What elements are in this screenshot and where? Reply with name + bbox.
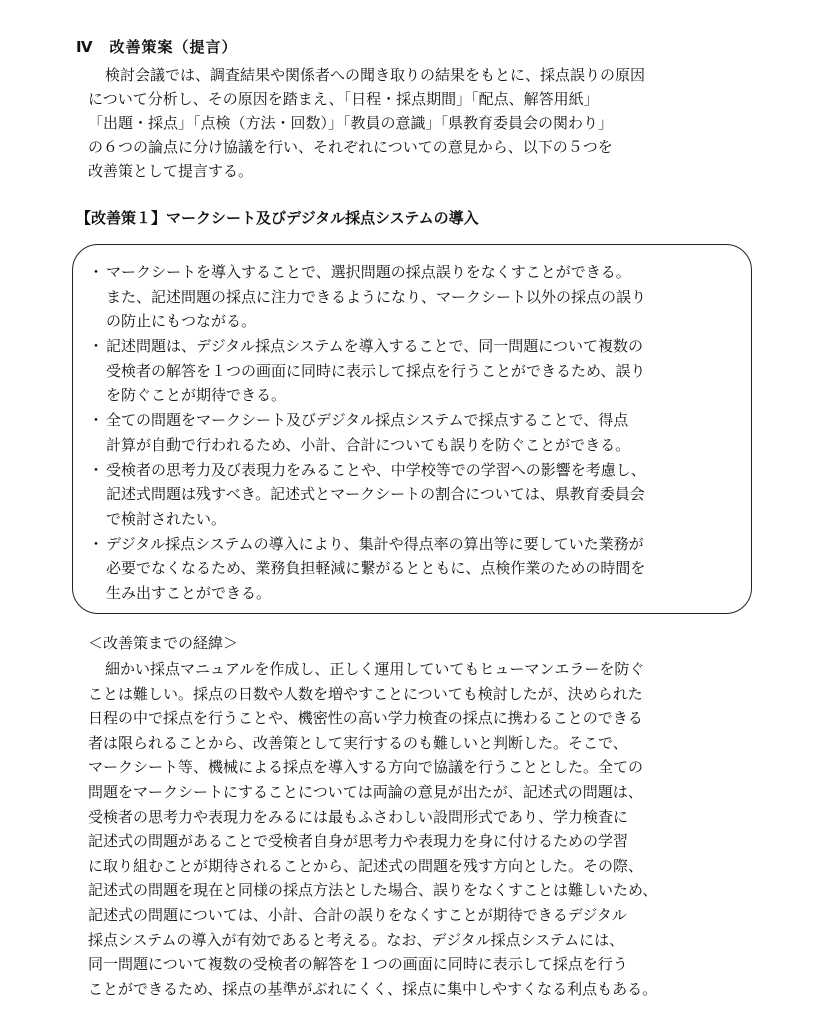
bullet-item [86,334,746,408]
bullet-line: 全ての問題をマークシート及びデジタル採点システムで採点することで、得点 [106,411,629,430]
bullet-line: 受検者の思考力及び表現力をみることや、中学校等での学習への影響を考慮し、 [106,460,646,479]
bullet-line: デジタル採点システムの導入により、集計や得点率の算出等に要していた業務が [106,534,644,553]
bullet-item [86,408,746,457]
bullet-mark: ・ [88,337,104,356]
bullet-item [86,458,746,532]
paragraph-line: について分析し、その原因を踏まえ、「日程・採点期間」「配点、解答用紙」 [88,90,599,108]
paragraph-line: ことができるため、採点の基準がぶれにくく、採点に集中しやすくなる利点もある。 [88,979,658,998]
section-title: 改善策案（提言） [109,38,238,56]
intro-paragraph [88,63,748,183]
paragraph-line: 検討会議では、調査結果や関係者への聞き取りの結果をもとに、採点誤りの原因 [105,66,646,84]
paragraph-line: 記述式の問題を現在と同様の採点方法とした場合、誤りをなくすことは難しいため、 [88,881,658,900]
section-heading [76,36,238,57]
bullet-line: で検討されたい。 [106,509,227,528]
paragraph-line: 問題をマークシートにすることについては両論の意見が出たが、記述式の問題は、 [88,782,643,801]
paragraph-line: ことは難しい。採点の日数や人数を増やすことについても検討したが、決められた [88,684,643,703]
bullet-item [86,532,746,606]
paragraph-line: に取り組むことが期待されることから、記述式の問題を残す方向とした。その際、 [88,856,644,875]
paragraph-line: 記述式の問題があることで受検者自身が思考力や表現力を身に付けるための学習 [88,832,629,851]
measure-bullet-list [86,260,746,606]
paragraph-line: 細かい採点マニュアルを作成し、正しく運用していてもヒューマンエラーを防ぐ [105,660,645,678]
paragraph-line: 同一問題について複数の受検者の解答を１つの画面に同時に表示して採点を行う [88,955,628,974]
bullet-line: 生み出すことができる。 [106,583,272,602]
paragraph-line: 受検者の思考力や表現力をみるには最もふさわしい設問形式であり、学力検査に [88,807,629,826]
paragraph-line: 日程の中で採点を行うことや、機密性の高い学力検査の採点に携わることのできる [88,709,643,728]
bullet-mark: ・ [88,263,104,281]
paragraph-line: の６つの論点に分け協議を行い、それぞれについての意見から、以下の５つを [88,138,613,156]
bullet-line: また、記述問題の採点に注力できるようになり、マークシート以外の採点の誤り [106,287,647,306]
paragraph-line: 採点システムの導入が有効であると考える。なお、デジタル採点システムには、 [88,930,625,949]
paragraph-line: 者は限られることから、改善策として実行するのも難しいと判断した。そこで、 [88,733,628,752]
bullet-line: の防止にもつながる。 [106,312,257,331]
history-heading: ＜改善策までの経緯＞ [88,634,239,652]
bullet-line: 計算が自動で行われるため、小計、合計についても誤りを防ぐことができる。 [106,435,631,454]
history-paragraph [88,657,753,1001]
bullet-line: 記述式問題は残すべき。記述式とマークシートの割合については、県教育委員会 [106,485,645,504]
bullet-mark: ・ [88,534,104,553]
bullet-mark: ・ [88,411,104,430]
bullet-line: 受検者の解答を１つの画面に同時に表示して採点を行うことができるため、誤り [106,361,646,380]
measure-heading: 【改善策１】マークシート及びデジタル採点システムの導入 [76,209,479,227]
bullet-item [86,260,746,334]
paragraph-line: 「出題・採点」「点検（方法・回数）」「教員の意識」「県教育委員会の関わり」 [88,114,614,132]
bullet-mark: ・ [88,460,104,479]
bullet-line: マークシートを導入することで、選択問題の採点誤りをなくすことができる。 [106,263,631,281]
bullet-line: 必要でなくなるため、業務負担軽減に繋がるとともに、点検作業のための時間を [106,559,646,578]
paragraph-line: 記述式の問題については、小計、合計の誤りをなくすことが期待できるデジタル [88,905,627,924]
bullet-line: を防ぐことが期待できる。 [106,386,287,405]
bullet-line: 記述問題は、デジタル採点システムを導入することで、同一問題について複数の [106,337,644,356]
paragraph-line: 改善策として提言する。 [88,162,254,180]
section-number: Ⅳ [76,38,94,56]
paragraph-line: マークシート等、機械による採点を導入する方向で協議を行うこととした。全ての [88,758,644,777]
